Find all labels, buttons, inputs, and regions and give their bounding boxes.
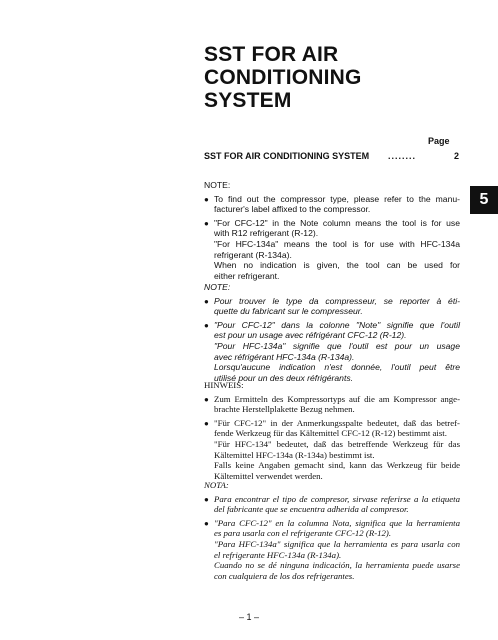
text-line: Falls keine Angaben gemacht sind, kann das Werkzeug für beide bbox=[214, 460, 460, 471]
note-heading: NOTA: bbox=[204, 480, 229, 490]
text-line: quette du fabricant sur le compresseur. bbox=[214, 306, 363, 317]
text-line: refrigerant (R-134a). bbox=[214, 249, 292, 260]
note-french bbox=[204, 282, 460, 386]
note-heading: HINWEIS: bbox=[204, 380, 244, 390]
text-line: el refrigerante HFC-134a (R-134a). bbox=[214, 549, 342, 560]
text-line: Cuando no se dé ninguna indicación, la herramienta puede usarse bbox=[214, 560, 460, 571]
text-line: "Für CFC-12" in der Anmerkungsspalte bedeutet, daß das betref- bbox=[214, 417, 460, 428]
note-heading: NOTE: bbox=[204, 180, 231, 190]
text-line: "Pour CFC-12" dans la colonne "Note" signifie que l'outil bbox=[214, 319, 460, 330]
bullet-icon: ● bbox=[204, 218, 209, 228]
title-line: CONDITIONING bbox=[204, 66, 362, 89]
note-english bbox=[204, 180, 460, 284]
list-item bbox=[204, 296, 460, 317]
bullet-icon: ● bbox=[204, 296, 209, 306]
text-line: Zum Ermitteln des Kompressortyps auf die am Kompressor ange- bbox=[214, 393, 460, 404]
list-item bbox=[204, 320, 460, 384]
bullet-icon: ● bbox=[204, 518, 209, 528]
bullet-icon: ● bbox=[204, 394, 209, 404]
list-item bbox=[204, 218, 460, 282]
list-item bbox=[204, 518, 460, 582]
text-line: del fabricante que se encuentra adherida al compresor. bbox=[214, 504, 409, 515]
text-line: "For CFC-12" in the Note column means the tool is for use bbox=[214, 217, 460, 228]
text-line: con cualquiera de los dos refrigerantes. bbox=[214, 570, 355, 581]
list-item bbox=[204, 418, 460, 482]
text-line: "Para HFC-134a" significa que la herramienta es para usarla con bbox=[214, 538, 460, 549]
text-line: "Para CFC-12" en la columna Nota, significa que la herramienta bbox=[214, 517, 460, 528]
title-line: SYSTEM bbox=[204, 89, 292, 112]
toc-entry-title[interactable]: SST FOR AIR CONDITIONING SYSTEM bbox=[204, 151, 370, 161]
text-line: Kältemittel HFC-134a (R-134a) bestimmt ist. bbox=[214, 449, 375, 460]
text-line: Pour trouver le type da compresseur, se reporter à éti- bbox=[214, 295, 460, 306]
text-line: Kältemittel verwendet werden. bbox=[214, 470, 323, 481]
toc-entry-page[interactable]: 2 bbox=[453, 151, 459, 161]
note-german bbox=[204, 380, 460, 484]
toc-page-column-label: Page bbox=[428, 136, 450, 146]
text-line: Lorsqu'aucune indication n'est donnée, l'outil peut être bbox=[214, 362, 460, 373]
text-line: When no indication is given, the tool can be used for bbox=[214, 260, 460, 271]
bullet-icon: ● bbox=[204, 494, 209, 504]
toc-entry[interactable] bbox=[204, 151, 459, 163]
text-line: To find out the compressor type, please refer to the manu- bbox=[214, 193, 460, 204]
title-line: SST FOR AIR bbox=[204, 43, 339, 66]
page-title bbox=[204, 43, 464, 112]
section-tab: 5 bbox=[470, 186, 498, 214]
text-line: utilisé pour un des deux réfrigérants. bbox=[214, 372, 354, 383]
text-line: "Für HFC-134" bedeutet, daß das betreffende Werkzeug für das bbox=[214, 438, 460, 449]
list-item bbox=[204, 494, 460, 515]
text-line: Para encontrar el tipo de compresor, sirvase referirse a la etiqueta bbox=[214, 493, 460, 504]
text-line: est pour un usage avec réfrigérant CFC-12 (R-12). bbox=[214, 330, 407, 341]
bullet-icon: ● bbox=[204, 320, 209, 330]
text-line: facturer's label affixed to the compressor. bbox=[214, 204, 371, 215]
text-line: with R12 refrigerant (R-12). bbox=[214, 228, 319, 239]
note-heading: NOTE: bbox=[204, 282, 231, 292]
toc-entry-leader: ........ bbox=[388, 151, 417, 161]
bullet-icon: ● bbox=[204, 194, 209, 204]
text-line: either refrigerant. bbox=[214, 270, 280, 281]
text-line: fende Werkzeug für das Kältemittel CFC-12 (R-12) bestimmt aist. bbox=[214, 428, 447, 439]
text-line: es para usarla con el refrigerante CFC-12 (R-12). bbox=[214, 528, 392, 539]
text-line: "For HFC-134a" means the tool is for use with HFC-134a bbox=[214, 238, 460, 249]
list-item bbox=[204, 194, 460, 215]
page-number-footer: – 1 – bbox=[238, 612, 260, 622]
text-line: "Pour HFC-134a" signifie que l'outil est pour un usage bbox=[214, 340, 460, 351]
list-item bbox=[204, 394, 460, 415]
bullet-icon: ● bbox=[204, 418, 209, 428]
text-line: avec réfrigérant HFC-134a (R-134a). bbox=[214, 351, 355, 362]
text-line: brachte Herstellplakette Bezug nehmen. bbox=[214, 404, 355, 415]
note-spanish bbox=[204, 480, 460, 584]
